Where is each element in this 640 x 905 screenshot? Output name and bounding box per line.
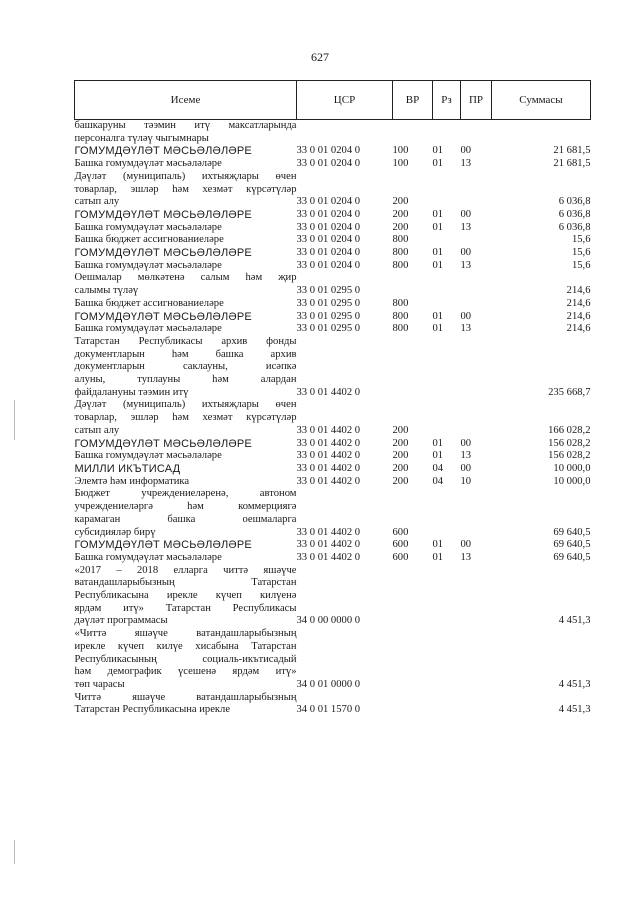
row-pr (461, 399, 492, 437)
row-vr (393, 628, 433, 692)
col-header-rz: Рз (433, 81, 461, 120)
row-rz: 01 (432, 158, 444, 170)
row-csr: 34 0 01 0000 0 (296, 678, 361, 690)
row-name-line: ватандашларыбызның Татарстан (74, 577, 297, 589)
row-name-line: МИЛЛИ ИКЪТИСАД (74, 462, 181, 475)
table-row (75, 171, 591, 209)
row-name-line: Оешмалар мөлкәтенә салым һәм җир (74, 272, 297, 284)
row-csr: 33 0 01 4402 0 (296, 424, 361, 436)
row-sum: 156 028,2 (548, 437, 591, 449)
row-name (75, 222, 297, 235)
row-csr: 33 0 01 4402 0 (296, 462, 361, 474)
row-rz: 01 (432, 539, 444, 551)
row-name-line: документларын саклауны, исәпкә (74, 361, 297, 373)
row-sum: 214,6 (566, 297, 591, 309)
scan-margin-mark (14, 400, 15, 440)
row-rz (433, 336, 461, 400)
budget-table (74, 80, 591, 717)
row-vr: 200 (392, 437, 409, 449)
row-name-line: документларын һәм башка архив (74, 348, 297, 360)
row-pr: 00 (460, 145, 472, 157)
row-vr: 800 (392, 247, 409, 259)
row-vr: 200 (392, 462, 409, 474)
row-pr: 13 (460, 221, 472, 233)
row-name (75, 145, 297, 158)
table-row (75, 247, 591, 260)
row-name-line: һәм демографик үсешенә ярдәм итү» (74, 666, 297, 678)
row-csr: 34 0 00 0000 0 (296, 615, 361, 627)
table-row (75, 463, 591, 476)
row-pr: 00 (460, 437, 472, 449)
row-csr: 33 0 01 4402 0 (296, 551, 361, 563)
row-name (75, 158, 297, 171)
row-name-line: сатып алу (74, 196, 120, 208)
row-rz (433, 692, 461, 717)
row-name (75, 272, 297, 297)
row-rz (433, 565, 461, 629)
row-vr: 800 (392, 297, 409, 309)
row-csr: 34 0 01 1570 0 (296, 704, 361, 716)
row-rz (433, 120, 461, 146)
row-name-line: Элемтә һәм информатика (74, 475, 190, 487)
row-pr (461, 336, 492, 400)
row-name (75, 323, 297, 336)
row-name-line: ГОМУМДӘҮЛӘТ МӘСЬӘЛӘЛӘРЕ (74, 310, 252, 323)
row-name-line: алуны, туплауны һәм алардан (74, 374, 297, 386)
row-name-line: товарлар, эшләр һәм хезмәт күрсәтүләр (74, 412, 297, 424)
row-name-line: Башка гомумдәүләт мәсьәләләре (74, 551, 222, 563)
row-sum: 69 640,5 (553, 526, 591, 538)
table-row (75, 488, 591, 539)
row-sum: 214,6 (566, 285, 591, 297)
row-vr: 200 (392, 221, 409, 233)
row-name-line: Башка гомумдәүләт мәсьәләләре (74, 259, 222, 271)
table-row (75, 692, 591, 717)
table-row (75, 222, 591, 235)
row-csr: 33 0 01 0204 0 (296, 196, 361, 208)
row-sum: 21 681,5 (553, 158, 591, 170)
row-name-line: төп чарасы (74, 678, 125, 690)
row-sum: 214,6 (566, 310, 591, 322)
row-vr (393, 120, 433, 146)
row-pr (461, 171, 492, 209)
row-pr (461, 120, 492, 146)
row-csr: 33 0 01 0204 0 (296, 247, 361, 259)
row-name-line: Дәүләт (муниципаль) ихтыяҗлары өчен (74, 399, 297, 411)
row-sum: 4 451,3 (558, 704, 591, 716)
row-name-line: товарлар, эшләр һәм хезмәт күрсәтүләр (74, 183, 297, 195)
row-pr: 00 (460, 310, 472, 322)
row-sum: 69 640,5 (553, 551, 591, 563)
row-sum: 6 036,8 (558, 208, 591, 220)
row-pr: 00 (460, 462, 472, 474)
table-row (75, 476, 591, 489)
row-name (75, 488, 297, 539)
col-header-name: Исеме (75, 81, 297, 120)
row-name-line: салымы түләү (74, 285, 139, 297)
row-name-line: Башка гомумдәүләт мәсьәләләре (74, 158, 222, 170)
row-csr: 33 0 01 0204 0 (296, 259, 361, 271)
row-name-line: ирекле күчеп килүе хисабына Татарстан (74, 640, 297, 652)
table-row (75, 260, 591, 273)
col-header-csr: ЦСР (297, 81, 393, 120)
col-header-sum: Суммасы (492, 81, 591, 120)
row-pr (461, 234, 492, 247)
row-name (75, 399, 297, 437)
row-name-line: сатып алу (74, 424, 120, 436)
table-row (75, 234, 591, 247)
col-header-pr: ПР (461, 81, 492, 120)
row-sum: 69 640,5 (553, 539, 591, 551)
row-name-line: субсидияләр бирү (74, 526, 156, 538)
row-vr: 600 (392, 539, 409, 551)
row-vr: 200 (392, 424, 409, 436)
row-sum: 156 028,2 (548, 450, 591, 462)
row-name-line: ГОМУМДӘҮЛӘТ МӘСЬӘЛӘЛӘРЕ (74, 437, 252, 450)
row-pr: 13 (460, 450, 472, 462)
table-row (75, 272, 591, 297)
row-vr: 600 (392, 526, 409, 538)
row-sum: 166 028,2 (548, 424, 591, 436)
row-sum: 6 036,8 (558, 196, 591, 208)
table-row (75, 552, 591, 565)
row-name-line: ГОМУМДӘҮЛӘТ МӘСЬӘЛӘЛӘРЕ (74, 145, 252, 158)
row-csr: 33 0 01 4402 0 (296, 437, 361, 449)
row-name (75, 552, 297, 565)
table-row (75, 336, 591, 400)
row-rz (433, 171, 461, 209)
row-csr: 33 0 01 0204 0 (296, 234, 361, 246)
row-name (75, 628, 297, 692)
row-name (75, 336, 297, 400)
row-name (75, 171, 297, 209)
row-vr: 800 (392, 259, 409, 271)
row-sum: 214,6 (566, 323, 591, 335)
row-name-line: Башка гомумдәүләт мәсьәләләре (74, 221, 222, 233)
scan-margin-mark (14, 840, 15, 864)
table-row (75, 209, 591, 222)
row-rz: 01 (432, 259, 444, 271)
row-rz: 01 (432, 551, 444, 563)
row-pr (461, 692, 492, 717)
table-row (75, 539, 591, 552)
row-vr: 800 (392, 323, 409, 335)
page-number: 627 (311, 50, 329, 64)
table-row (75, 298, 591, 311)
table-row (75, 438, 591, 451)
table-row (75, 158, 591, 171)
row-csr: 33 0 01 4402 0 (296, 450, 361, 462)
row-rz: 01 (432, 310, 444, 322)
row-csr: 33 0 01 0295 0 (296, 285, 361, 297)
row-sum: 21 681,5 (553, 145, 591, 157)
table-header-row (75, 81, 591, 120)
row-name-line: Республикасының социаль-икътисадый (74, 653, 297, 665)
row-pr: 13 (460, 158, 472, 170)
row-name (75, 260, 297, 273)
row-rz: 01 (432, 247, 444, 259)
row-vr: 100 (392, 145, 409, 157)
row-csr (297, 120, 393, 146)
row-csr: 33 0 01 4402 0 (296, 539, 361, 551)
row-rz: 01 (432, 450, 444, 462)
col-header-vr: ВР (393, 81, 433, 120)
row-csr: 33 0 01 4402 0 (296, 475, 361, 487)
row-name-line: персоналга түләү чыгымнары (74, 132, 209, 144)
row-pr: 10 (460, 475, 472, 487)
row-vr (393, 692, 433, 717)
row-rz (433, 628, 461, 692)
row-csr: 33 0 01 4402 0 (296, 526, 361, 538)
table-row (75, 145, 591, 158)
row-csr: 33 0 01 4402 0 (296, 386, 361, 398)
row-name-line: Татарстан Республикасына ирекле (74, 704, 231, 716)
row-rz (433, 488, 461, 539)
row-sum: 15,6 (571, 234, 591, 246)
row-csr: 33 0 01 0204 0 (296, 145, 361, 157)
table-row (75, 120, 591, 146)
row-name (75, 298, 297, 311)
row-name (75, 565, 297, 629)
table-row (75, 323, 591, 336)
row-name (75, 438, 297, 451)
row-pr: 00 (460, 208, 472, 220)
row-name-line: ГОМУМДӘҮЛӘТ МӘСЬӘЛӘЛӘРЕ (74, 208, 252, 221)
table-row (75, 311, 591, 324)
row-rz: 04 (432, 462, 444, 474)
row-name-line: карамаган башка оешмаларга (74, 513, 297, 525)
row-name-line: Башка гомумдәүләт мәсьәләләре (74, 323, 222, 335)
row-name-line: «Читтә яшәүче ватандашларыбызның (74, 628, 297, 640)
table-row (75, 450, 591, 463)
row-name (75, 120, 297, 146)
table-body (75, 120, 591, 718)
row-name-line: Республикасына ирекле күчеп килүенә (74, 590, 297, 602)
table-row (75, 628, 591, 692)
row-name (75, 247, 297, 260)
row-name-line: Дәүләт (муниципаль) ихтыяҗлары өчен (74, 170, 297, 182)
row-name-line: дәүләт программасы (74, 615, 168, 627)
row-vr: 800 (392, 234, 409, 246)
row-vr: 800 (392, 310, 409, 322)
row-csr: 33 0 01 0204 0 (296, 221, 361, 233)
row-csr: 33 0 01 0295 0 (296, 297, 361, 309)
row-vr: 200 (392, 475, 409, 487)
row-vr: 200 (392, 196, 409, 208)
row-csr: 33 0 01 0295 0 (296, 323, 361, 335)
row-rz: 01 (432, 323, 444, 335)
row-csr: 33 0 01 0295 0 (296, 310, 361, 322)
row-pr (461, 488, 492, 539)
row-pr (461, 565, 492, 629)
row-vr (393, 336, 433, 400)
row-rz (433, 399, 461, 437)
row-name-line: Башка гомумдәүләт мәсьәләләре (74, 450, 222, 462)
row-sum: 235 668,7 (548, 386, 591, 398)
row-sum: 15,6 (571, 247, 591, 259)
row-name-line: Башка бюджет ассигнованиеләре (74, 234, 224, 246)
row-pr: 13 (460, 323, 472, 335)
row-rz: 04 (432, 475, 444, 487)
row-name (75, 463, 297, 476)
row-sum: 4 451,3 (558, 678, 591, 690)
row-name-line: файдалануны тәэмин итү (74, 386, 189, 398)
row-vr (393, 565, 433, 629)
row-rz (433, 272, 461, 297)
row-sum: 10 000,0 (553, 475, 591, 487)
row-name (75, 692, 297, 717)
row-sum: 4 451,3 (558, 615, 591, 627)
row-vr: 600 (392, 551, 409, 563)
row-name (75, 234, 297, 247)
row-name-line: ГОМУМДӘҮЛӘТ МӘСЬӘЛӘЛӘРЕ (74, 247, 252, 260)
row-pr (461, 272, 492, 297)
row-name-line: Башка бюджет ассигнованиеләре (74, 297, 224, 309)
row-name-line: Читтә яшәүче ватандашларыбызның (74, 691, 297, 703)
row-vr (393, 272, 433, 297)
row-name (75, 311, 297, 324)
table-row (75, 399, 591, 437)
row-csr: 33 0 01 0204 0 (296, 208, 361, 220)
row-name-line: башкаруны тәэмин итү максатларында (74, 120, 297, 131)
row-pr: 00 (460, 539, 472, 551)
row-sum: 15,6 (571, 259, 591, 271)
row-vr: 200 (392, 208, 409, 220)
row-name (75, 209, 297, 222)
table-row (75, 565, 591, 629)
row-name (75, 539, 297, 552)
row-pr: 13 (460, 259, 472, 271)
row-name-line: ярдәм итү» Татарстан Республикасы (74, 602, 297, 614)
row-vr: 200 (392, 450, 409, 462)
row-rz (433, 298, 461, 311)
row-sum: 10 000,0 (553, 462, 591, 474)
row-name-line: Бюджет учреждениеләренә, автоном (74, 488, 297, 500)
row-name-line: «2017 – 2018 елларга читтә яшәүче (74, 564, 297, 576)
row-sum: 6 036,8 (558, 221, 591, 233)
row-name (75, 476, 297, 489)
row-csr: 33 0 01 0204 0 (296, 158, 361, 170)
row-pr (461, 298, 492, 311)
row-sum (492, 120, 591, 146)
row-rz: 01 (432, 145, 444, 157)
row-name-line: Татарстан Республикасы архив фонды (74, 335, 297, 347)
row-name-line: ГОМУМДӘҮЛӘТ МӘСЬӘЛӘЛӘРЕ (74, 539, 252, 552)
row-pr: 00 (460, 247, 472, 259)
row-vr: 100 (392, 158, 409, 170)
row-rz: 01 (432, 208, 444, 220)
row-pr (461, 628, 492, 692)
row-name (75, 450, 297, 463)
row-name-line: учреждениеләргә һәм коммерциягә (74, 501, 297, 513)
row-rz: 01 (432, 221, 444, 233)
row-rz: 01 (432, 437, 444, 449)
row-pr: 13 (460, 551, 472, 563)
row-rz (433, 234, 461, 247)
